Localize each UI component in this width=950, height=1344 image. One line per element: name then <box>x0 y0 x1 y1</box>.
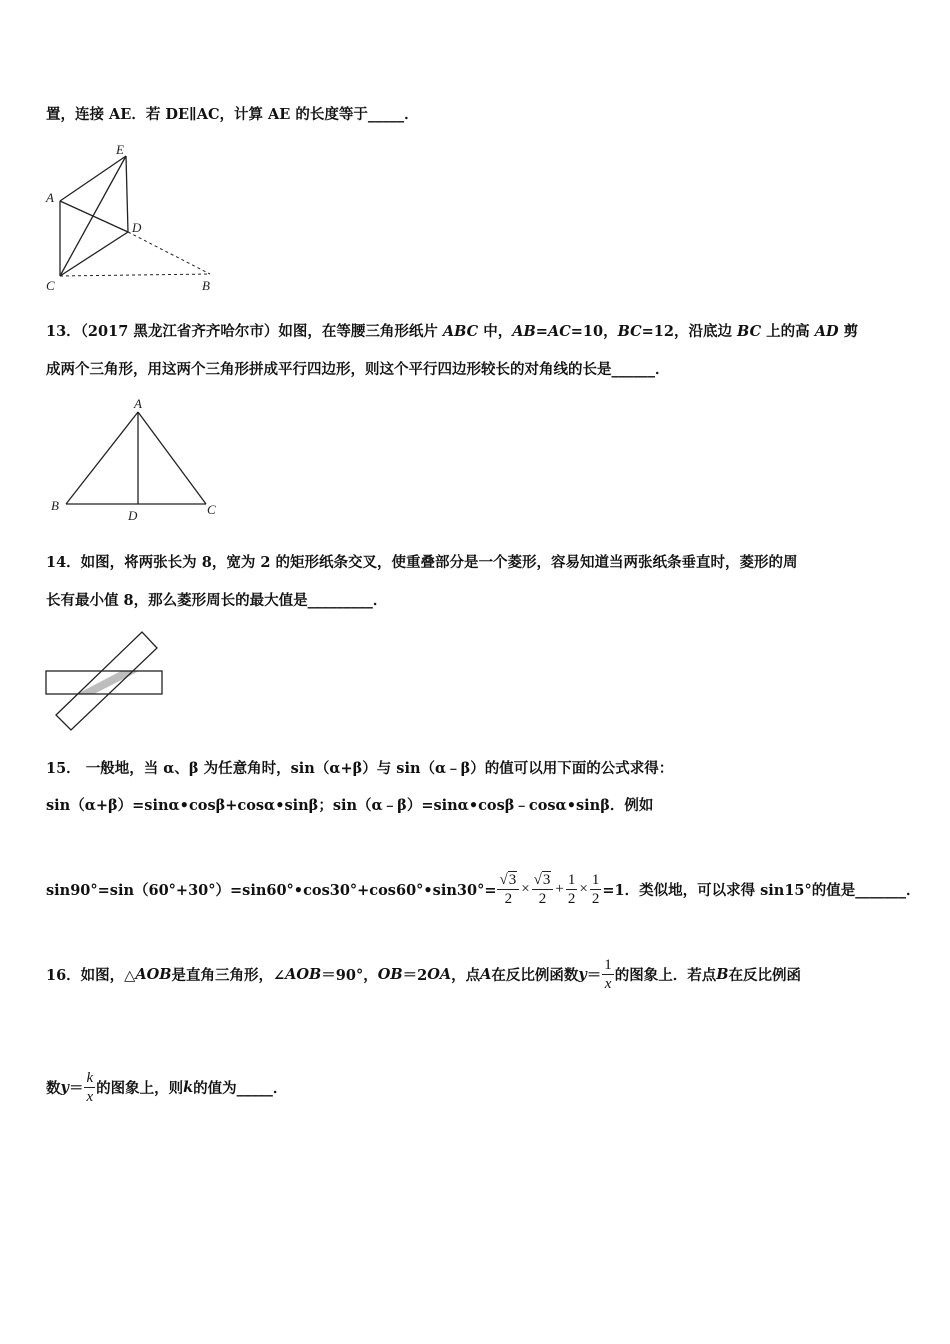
q13-line1: 13．（2017 黑龙江省齐齐哈尔市）如图，在等腰三角形纸片 ABC 中，AB=AC=10，BC=12，沿底边 BC 上的高 AD 剪 <box>46 323 859 340</box>
label-C: C <box>46 278 55 293</box>
edge-AB <box>66 412 138 504</box>
q13-line2: 成两个三角形，用这两个三角形拼成平行四边形，则这个平行四边形较长的对角线的长是______． <box>46 361 670 378</box>
q14-line1: 14．如图，将两张长为 8，宽为 2 的矩形纸条交叉，使重叠部分是一个菱形，容易知道当两张纸条垂直时，菱形的周 <box>46 554 798 571</box>
edge-AE <box>60 156 126 201</box>
fraction-1-over-2: $\frac{1}{2}$ <box>567 871 576 907</box>
q15-line2: sin（α+β）=sinα•cosβ+cosα•sinβ；sin（α﹣β）=sinα•cosβ﹣cosα•sinβ．例如 <box>46 797 654 814</box>
fraction-1-over-2: $\frac{1}{2}$ <box>591 871 600 907</box>
q16-line1: 16．如图，△ AOB 是直角三角形，∠ AOB ＝90°， OB ＝2 OA ，点 A 在反比例函数 y ＝ $\frac{1}{x}$ 的图象上．若点 B 在反比例函 <box>46 956 802 992</box>
label-A: A <box>46 190 54 205</box>
edge-DB <box>128 232 210 274</box>
label-B: B <box>202 278 210 293</box>
q15-line3: sin90°=sin（60°+30°）=sin60°•cos30°+cos60°•sin30°= $\frac{√3}{2}$ × $\frac{√3}{2}$ + $\frac{1}{2}$ × $\frac{1}{2}$ =1．类似地，可以求得 sin15°的值是_______． <box>46 871 921 907</box>
q16-line2: 数 y ＝ $\frac{k}{x}$ 的图象上，则 k 的值为_____． <box>46 1069 288 1105</box>
edge-AC <box>138 412 206 504</box>
label-C: C <box>207 502 216 517</box>
edge-CD <box>60 232 128 276</box>
q15-line1: 15． 一般地，当 α、β 为任意角时，sin（α+β）与 sin（α﹣β）的值可以用下面的公式求得： <box>46 760 674 777</box>
q12-text: 置，连接 AE．若 DE∥AC，计算 AE 的长度等于_____． <box>46 106 419 123</box>
label-A: A <box>134 396 142 411</box>
label-D: D <box>132 220 142 235</box>
figure-q14 <box>44 628 169 733</box>
label-E: E <box>116 142 124 157</box>
figure-q13 <box>40 392 230 527</box>
label-D: D <box>128 508 138 523</box>
edge-CE <box>60 156 126 276</box>
fraction-1-over-x: $\frac{1}{x}$ <box>604 956 612 992</box>
q14-line2: 长有最小值 8，那么菱形周长的最大值是_________． <box>46 592 388 609</box>
fraction-sqrt3-over-2: $\frac{√3}{2}$ <box>497 871 519 908</box>
edge-AD <box>60 201 128 232</box>
label-B: B <box>51 498 59 513</box>
fraction-k-over-x: $\frac{k}{x}$ <box>86 1069 94 1105</box>
fraction-sqrt3-over-2: $\frac{√3}{2}$ <box>532 871 554 908</box>
figure-q12 <box>40 140 230 300</box>
edge-CB <box>60 274 210 276</box>
edge-ED <box>126 156 128 232</box>
